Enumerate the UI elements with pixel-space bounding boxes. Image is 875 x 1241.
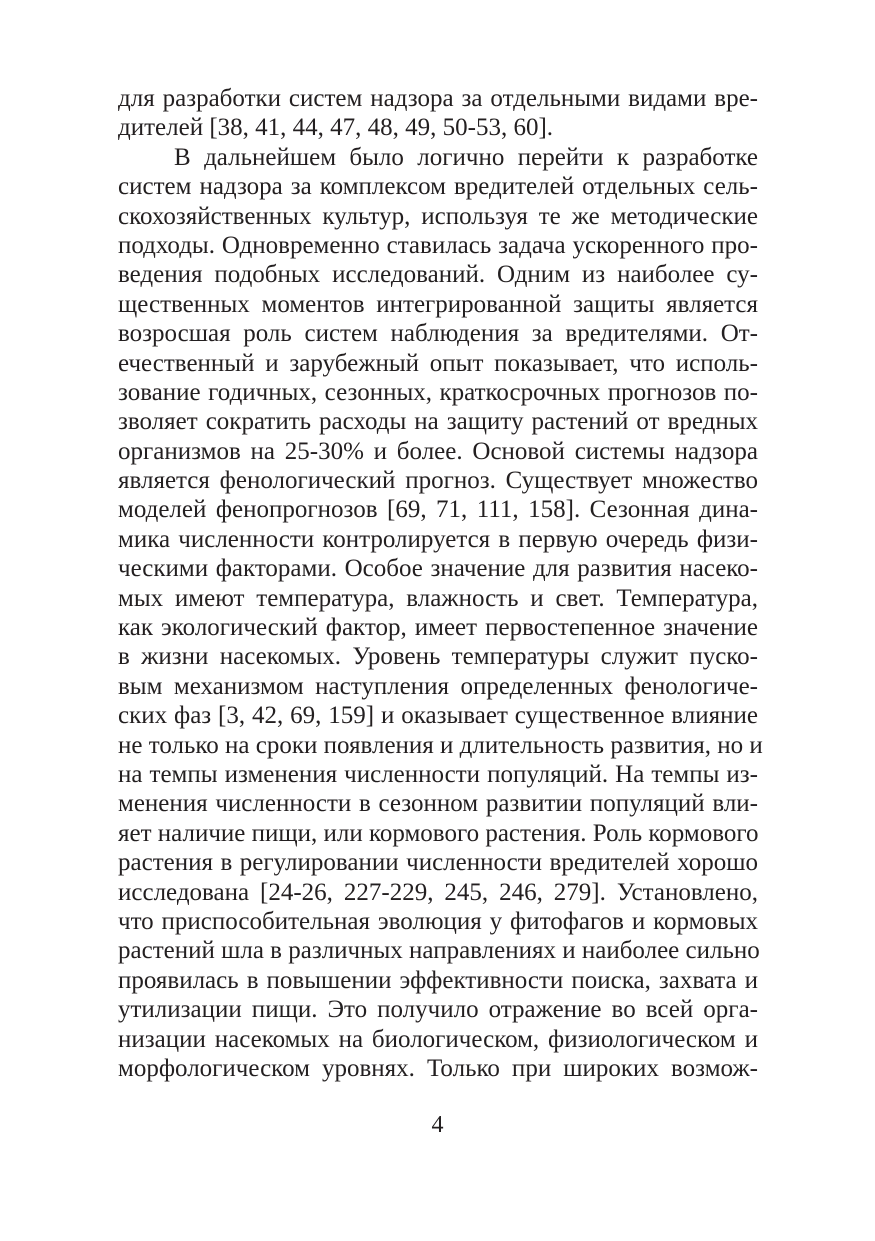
paragraph-start-line: В дальнейшем было логично перейти к разработке	[174, 143, 758, 171]
text-line: мика численности контролируется в первую очередь физи-	[118, 525, 758, 553]
body-text	[118, 84, 763, 1083]
text-line: в жизни насекомых. Уровень температуры служит пуско-	[118, 643, 758, 671]
text-line: менения численности в сезонном развитии популяций вли-	[118, 790, 758, 818]
text-line: вым механизмом наступления определенных фенологиче-	[118, 672, 758, 700]
text-line: систем надзора за комплексом вредителей отдельных сель-	[118, 173, 758, 201]
text-line: проявилась в повышении эффективности поиска, захвата и	[118, 966, 758, 994]
text-line: утилизации пищи. Это получило отражение во всей орга-	[118, 996, 758, 1024]
text-line: что приспособительная эволюция у фитофагов и кормовых	[118, 907, 758, 935]
text-line: дителей [38, 41, 44, 47, 48, 49, 50-53, 60].	[118, 114, 554, 142]
text-line: как экологический фактор, имеет первостепенное значение	[118, 614, 758, 642]
text-line: подходы. Одновременно ставилась задача ускоренного про-	[118, 231, 758, 259]
text-line: щественных моментов интегрированной защиты является	[118, 290, 758, 318]
text-line: моделей фенопрогнозов [69, 71, 111, 158]. Сезонная дина-	[118, 496, 758, 524]
text-line: ведения подобных исследований. Одним из наиболее су-	[118, 261, 758, 289]
text-line: ских фаз [3, 42, 69, 159] и оказывает существенное влияние	[118, 702, 758, 730]
text-line: зволяет сократить расходы на защиту растений от вредных	[118, 408, 758, 436]
text-line: растения в регулировании численности вредителей хорошо	[118, 849, 758, 877]
text-line: яет наличие пищи, или кормового растения. Роль кормового	[118, 819, 759, 847]
text-line: низации насекомых на биологическом, физиологическом и	[118, 1025, 758, 1053]
text-line: не только на сроки появления и длительность развития, но и	[118, 731, 763, 759]
text-line: организмов на 25-30% и более. Основой системы надзора	[118, 437, 758, 465]
text-line: возросшая роль систем наблюдения за вредителями. От-	[118, 320, 758, 348]
text-line: мых имеют температура, влажность и свет. Температура,	[118, 584, 758, 612]
page-number: 4	[431, 1112, 444, 1138]
text-line: исследована [24-26, 227-229, 245, 246, 279]. Установлено,	[118, 878, 758, 906]
text-line: ечественный и зарубежный опыт показывает, что исполь-	[118, 349, 758, 377]
text-line: морфологическом уровнях. Только при широких возмож-	[118, 1054, 758, 1082]
text-line: на темпы изменения численности популяций. На темпы из-	[118, 760, 758, 788]
text-line: скохозяйственных культур, используя те же методические	[118, 202, 758, 230]
text-line: для разработки систем надзора за отдельными видами вре-	[118, 85, 758, 112]
text-line: зование годичных, сезонных, краткосрочных прогнозов по-	[118, 378, 758, 406]
text-line: ческими факторами. Особое значение для развития насеко-	[118, 555, 758, 583]
text-line: растений шла в различных направлениях и наиболее сильно	[118, 937, 760, 965]
text-line: является фенологический прогноз. Существует множество	[118, 467, 758, 495]
